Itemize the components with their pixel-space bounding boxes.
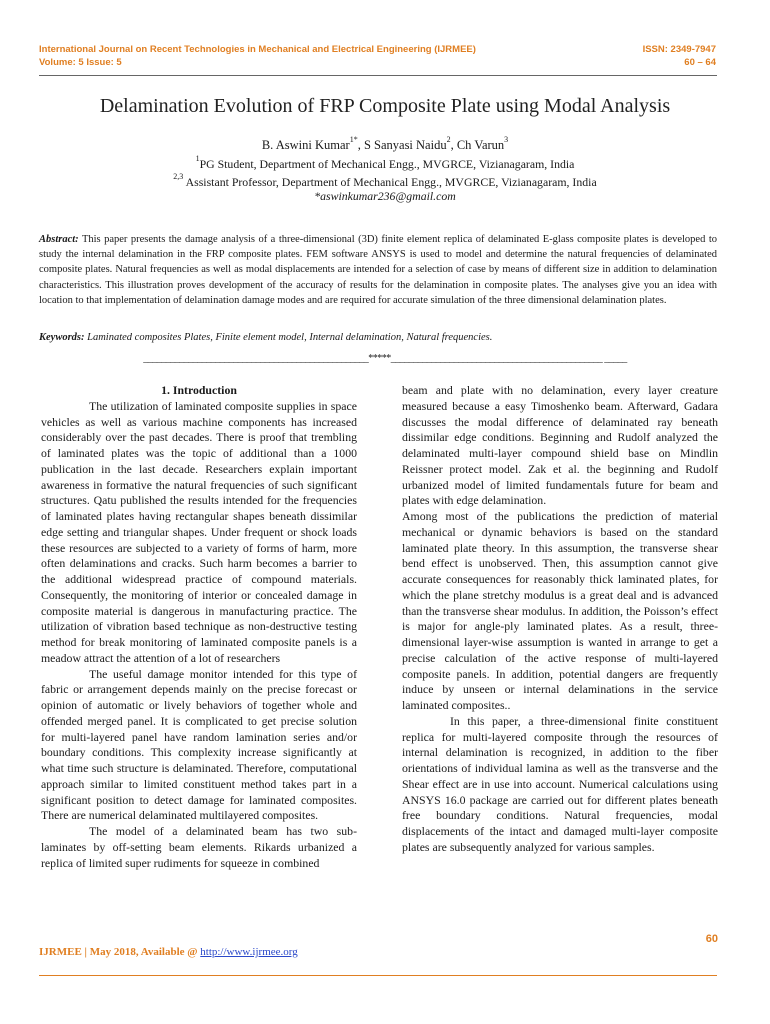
author-2-sup: 2 [446, 135, 451, 144]
issn: ISSN: 2349-7947 [642, 44, 716, 55]
footer [39, 946, 298, 958]
header-rule [39, 75, 717, 76]
section-heading-introduction: 1. Introduction [161, 383, 237, 397]
keywords-label: Keywords: [39, 332, 85, 343]
paragraph: The useful damage monitor intended for this type of fabric or arrangement depends mainly on the precise forecast or opinion of automatic or lively behaviors of together whole and offended merged panel. It is complicated to get precise solution for multi-layered panel have random lamination series and/or boundary conditions. This complexity increase significantly at what time such structure is delaminated. Therefore, computational approach similar to limited constituent method takes part in a significant position to detect damage for laminated composites. There are numerical delaminated multilayered composites. [41, 666, 357, 823]
right-column [402, 383, 718, 856]
author-2: , S Sanyasi Naidu [357, 138, 447, 152]
page-number: 60 [705, 933, 718, 945]
page-range: 60 – 64 [684, 57, 716, 68]
affiliation-2-sup: 2,3 [173, 172, 184, 181]
affiliation-1 [0, 154, 770, 172]
journal-name: International Journal on Recent Technologies in Mechanical and Electrical Engineering (IJRMEE) [39, 44, 476, 55]
paragraph: Among most of the publications the prediction of material mechanical or dynamic behaviors is based on the standard laminated plate theory. In this assumption, the transverse shear bend effect is unobserved. Then, this assumption cannot give accurate consequences for reasonably thick laminated plates, for which the plane stretchy modulus is a great deal and is advanced than the transverse shear modulus. In addition, the Poisson’s effect is major for angle-ply laminated plates. As a result, three-dimensional layer-wise assumption is wanted in arrange to get a precise calculation of the active response of multi-layered composite panels. In addition, potential dangers are frequently induce by unseen or internal delaminations in the service laminated composites.. [402, 509, 718, 712]
author-1-sup: 1* [349, 135, 358, 144]
author-email: *aswinkumar236@gmail.com [314, 189, 456, 203]
paragraph: beam and plate with no delamination, every layer creature measured because a easy Timoshenko beam. Afterward, Gadara discusses the modal difference of delaminated ray beneath dissimilar edge conditions. Beginning and Rudolf analyzed the delaminated multi-layer compound shield base on Mindlin Reissner protect model. Zak et al. the beginning and Rudolf urbanized model of limited fundamentals future for beam and plates with edge delamination. [402, 383, 718, 508]
paragraph: In this paper, a three-dimensional finite constituent replica for multi-layered composite through the resources of internal delamination is recognized, in addition to the fiber orientations of individual lamina as well as the transverse and the Shear effect are in use into account. Numerical calculations using ANSYS 16.0 package are carried out for different plates beneath free boundary conditions. Natural frequencies, modal displacements of the intact and damaged multi-layer composite plates are subsequently analyzed for various samples. [402, 713, 718, 854]
left-column [41, 383, 357, 871]
author-1: B. Aswini Kumar [261, 138, 350, 152]
abstract-text: This paper presents the damage analysis of a three-dimensional (3D) finite element replica of delaminated E-glass composite plates is developed to study the internal delamination in the FRP composite plates. FEM software ANSYS is used to model and determine the natural frequencies of delaminated composite plates. Natural frequencies as well as modal displacements are intended for a selection of case by means of different size in addition to delamination characteristics. This illustration proves development of the accuracy of results for the delamination in composite plates. The analyses give you an idea with location to that implementation of delamination damage modes and are required for accurate simulation of the three dimensional delamination plates. [39, 234, 717, 306]
author-3-sup: 3 [504, 135, 509, 144]
affiliation-1-text: PG Student, Department of Mechanical Engg., MVGRCE, Vizianagaram, India [199, 157, 575, 171]
section-divider: __________________________________________________*****_______________________________________________ _____ [143, 353, 627, 364]
journal-link[interactable]: http://www.ijrmee.org [200, 946, 298, 958]
paragraph: The utilization of laminated composite supplies in space vehicles as well as various machine components has increased considerably over the past decades. There is proof that trembling of laminated plates was the topic of additional than a 1000 publication in the last decade. Researchers explain important awareness in formative the natural frequencies of such significant structures. Qatu published the results intended for the frequencies of laminated plates having rectangular shapes beneath dissimilar edge setting and triangular shapes. Under frequent or shock loads these resources are subjected to a variety of forms of harm, more often delaminations and cracks. Such harm becomes a barrier to the additional widespread practice of compound materials. Consequently, the monitoring of interior or concealed damage in composite material is dangerous in manufacturing practice. The utilization of vibration based technique as non-destructive testing method for break monitoring of laminated composite panels is a meadow attract the attention of a lot of researchers [41, 398, 357, 665]
keywords [39, 332, 717, 343]
affiliation-2-text: Assistant Professor, Department of Mechanical Engg., MVGRCE, Vizianagaram, India [185, 175, 597, 189]
author-3: , Ch Varun [450, 138, 505, 152]
issn-header [643, 43, 716, 69]
keywords-text: Laminated composites Plates, Finite element model, Internal delamination, Natural frequencies. [87, 332, 493, 343]
footer-text: IJRMEE | May 2018, Available @ [39, 946, 201, 958]
paper-title: Delamination Evolution of FRP Composite Plate using Modal Analysis [99, 95, 671, 117]
journal-header [39, 43, 476, 69]
author-line [0, 135, 770, 153]
abstract-label: Abstract: [39, 234, 79, 245]
affiliation-1-sup: 1 [195, 154, 200, 163]
abstract [39, 232, 717, 308]
volume-issue: Volume: 5 Issue: 5 [39, 57, 122, 68]
affiliation-2 [0, 172, 770, 190]
footer-rule [39, 975, 717, 976]
paragraph: The model of a delaminated beam has two sub-laminates by off-setting beam elements. Rikards urbanized a replica of limited super rudiments for squeeze in combined [41, 824, 357, 870]
